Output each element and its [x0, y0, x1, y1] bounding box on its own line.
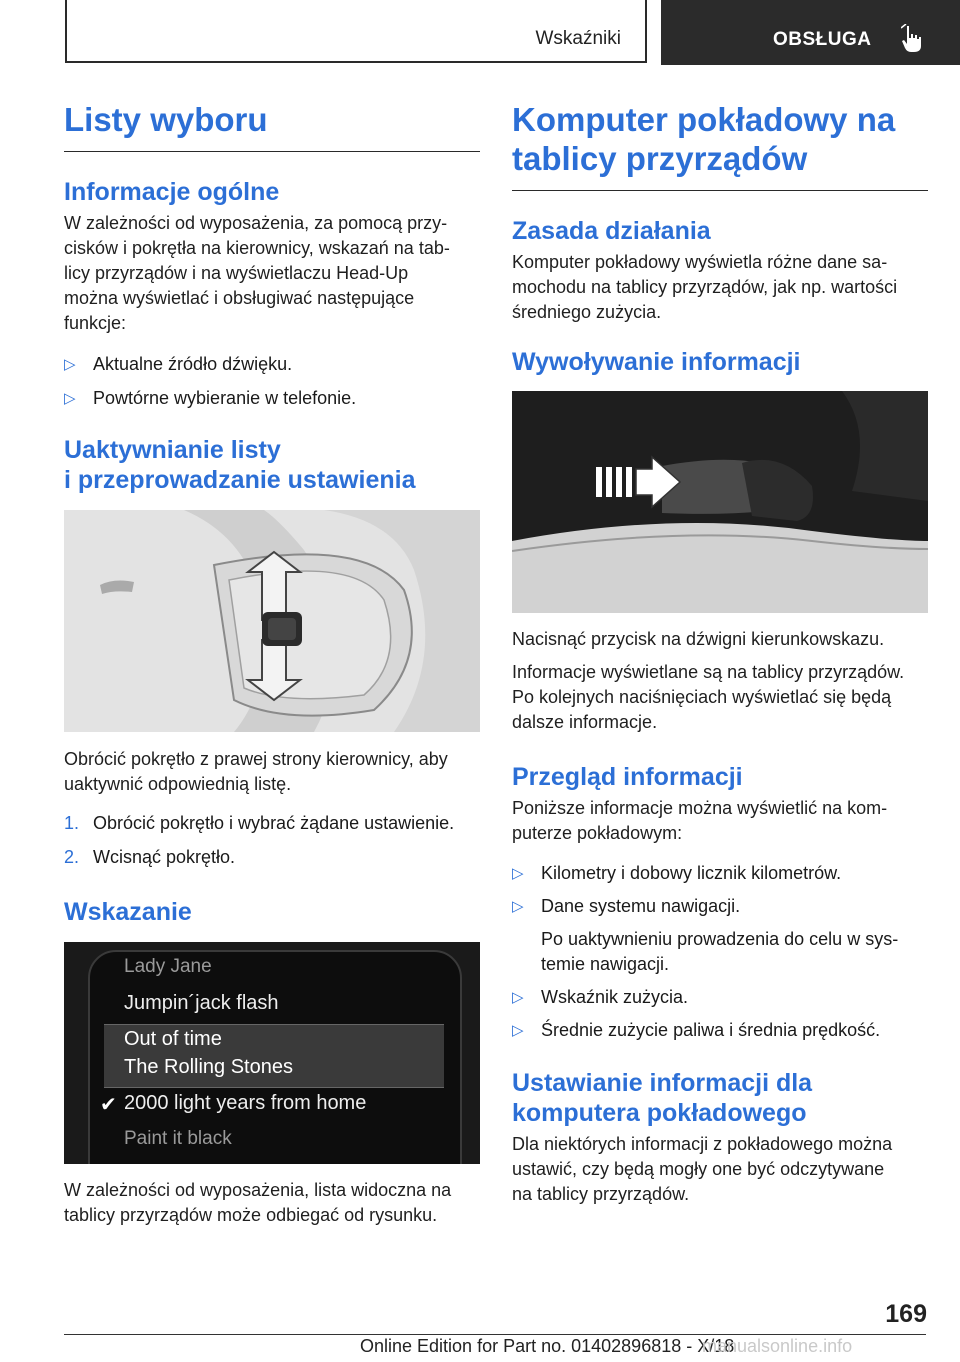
triangle-bullet-icon: ▷ [512, 1022, 524, 1039]
settings-paragraph: Dla niektórych informacji z pokładowego można ustawić, czy będą mogły one być odczytywane na tablicy przyrządów. [512, 1134, 893, 1204]
subsection-title-settings: Ustawianie informacji dla komputera pokładowego [512, 1069, 813, 1127]
triangle-bullet-icon: ▷ [512, 865, 524, 882]
hand-pointer-icon [901, 24, 927, 54]
subsection-title-general: Informacje ogólne [64, 178, 280, 206]
functions-list [64, 352, 480, 411]
footer-rule [64, 1334, 926, 1335]
list-item: ▷ Powtórne wybieranie w telefonie. [64, 386, 480, 411]
section-title-selection-lists: Listy wyboru [64, 101, 268, 138]
subsection-title-principle: Zasada działania [512, 217, 711, 245]
triangle-bullet-icon: ▷ [64, 356, 76, 373]
subsection-title-display: Wskazanie [64, 898, 192, 926]
list-item: ▷ Dane systemu nawigacji. [512, 894, 928, 919]
general-paragraph: W zależności od wyposażenia, za pomocą przy- cisków i pokrętła na kierownicy, wskazań na tab- licy przyrządów i na wyświetlaczu Head-Up można wyświetlać i obsługiwać następujące funkcje: [64, 213, 450, 333]
overview-list-continued [512, 985, 928, 1043]
lever-instruction: Nacisnąć przycisk na dźwigni kierunkowskazu. [512, 629, 885, 649]
overview-list [512, 861, 928, 919]
subsection-title-calling-info: Wywoływanie informacji [512, 348, 801, 376]
activation-steps [64, 811, 480, 870]
lever-info-paragraph: Informacje wyświetlane są na tablicy przyrządów. Po kolejnych naciśnięciach wyświetlać się będą dalsze informacje. [512, 662, 905, 732]
list-item: 2000 light years from home [124, 1092, 367, 1114]
list-item: Jumpin´jack flash [124, 992, 279, 1014]
activation-caption: Obrócić pokrętło z prawej strony kierownicy, aby uaktywnić odpowiednią listę. [64, 749, 448, 794]
list-item: ▷ Wskaźnik zużycia. [512, 985, 928, 1010]
right-column [512, 100, 928, 1207]
list-item: Paint it black [124, 1128, 232, 1149]
subsection-title-activation: Uaktywnianie listy i przeprowadzanie ustawienia [64, 436, 416, 494]
list-item: Lady Jane [124, 956, 212, 977]
list-item: 2. Wcisnąć pokrętło. [64, 847, 236, 867]
section-title-onboard-computer: Komputer pokładowy na tablicy przyrządów [512, 101, 896, 177]
header-section-title: Wskaźniki [535, 28, 621, 49]
list-item: Out of time [124, 1028, 222, 1050]
header-chapter-label: OBSŁUGA [773, 29, 872, 50]
principle-paragraph: Komputer pokładowy wyświetla różne dane sa- mochodu na tablicy przyrządów, jak np. wartości średniego zużycia. [512, 252, 898, 322]
subsection-title-overview: Przegląd informacji [512, 763, 743, 791]
title-rule [512, 190, 928, 191]
list-item: ▷ Aktualne źródło dźwięku. [64, 352, 480, 377]
list-item: 1. Obrócić pokrętło i wybrać żądane ustawienie. [64, 813, 455, 833]
instrument-list-figure [64, 942, 480, 1164]
list-item: The Rolling Stones [124, 1056, 293, 1078]
display-caption: W zależności od wyposażenia, lista widoczna na tablicy przyrządów może odbiegać od rysunku. [64, 1180, 452, 1225]
navigation-subnote: Po uaktywnieniu prowadzenia do celu w sys- temie nawigacji. [541, 929, 899, 974]
checkmark-icon: ✔ [100, 1094, 117, 1116]
left-column [64, 100, 480, 1228]
triangle-bullet-icon: ▷ [512, 989, 524, 1006]
edition-text: Online Edition for Part no. 01402896818 - X/18 [360, 1336, 735, 1356]
list-item: ▷ Średnie zużycie paliwa i średnia prędkość. [512, 1018, 928, 1043]
header-chapter-tab [661, 0, 960, 65]
page-header [0, 0, 960, 66]
steering-wheel-roller-figure [64, 510, 480, 732]
turn-signal-lever-figure [512, 391, 928, 613]
page-number: 169 [885, 1300, 927, 1328]
triangle-bullet-icon: ▷ [512, 898, 524, 915]
list-item: ▷ Kilometry i dobowy licznik kilometrów. [512, 861, 928, 886]
watermark-text: manualsonline.info [702, 1336, 853, 1356]
header-section-box [65, 0, 647, 63]
overview-paragraph: Poniższe informacje można wyświetlić na kom- puterze pokładowym: [512, 798, 888, 843]
title-rule [64, 151, 480, 152]
triangle-bullet-icon: ▷ [64, 390, 76, 407]
